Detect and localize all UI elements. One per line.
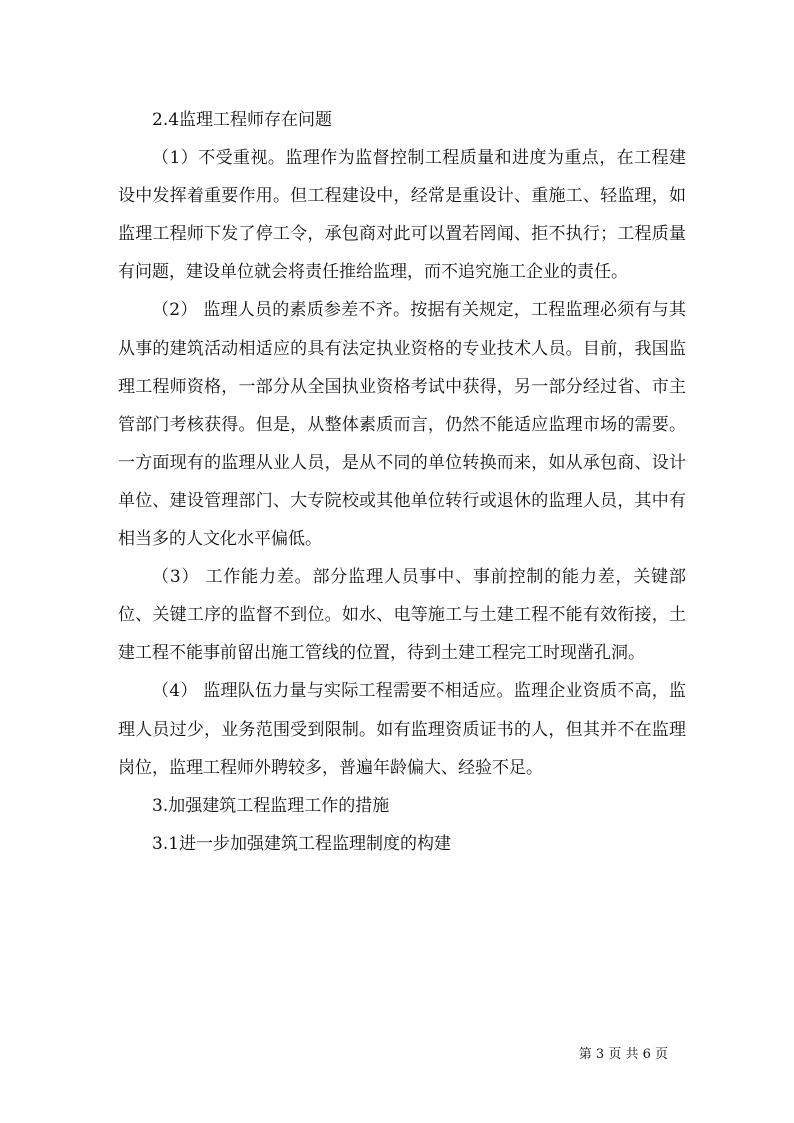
paragraph-3: （3） 工作能力差。部分监理人员事中、事前控制的能力差，关键部位、关键工序的监督不到位。如水、电等施工与土建工程不能有效衔接，土建工程不能事前留出施工管线的位置，待到土建工程完工时现凿孔洞。 bbox=[118, 567, 686, 664]
section-heading-3: 3.加强建筑工程监理工作的措施 bbox=[152, 795, 390, 816]
page-footer: 第 3 页 共 6 页 bbox=[578, 1047, 668, 1062]
paragraph-1: （1）不受重视。监理作为监督控制工程质量和进度为重点，在工程建设中发挥着重要作用。但工程建设中，经常是重设计、重施工、轻监理，如监理工程师下发了停工令，承包商对此可以置若罔闻、拒不执行；工程质量有问题，建设单位就会将责任推给监理，而不追究施工企业的责任。 bbox=[118, 148, 686, 283]
paragraph-4: （4） 监理队伍力量与实际工程需要不相适应。监理企业资质不高，监理人员过少，业务范围受到限制。如有监理资质证书的人，但其并不在监理岗位，监理工程师外聘较多，普遍年龄偏大、经验不足。 bbox=[118, 681, 686, 778]
body-text bbox=[118, 101, 686, 863]
section-heading-3-1: 3.1进一步加强建筑工程监理制度的构建 bbox=[152, 833, 452, 854]
section-heading-2-4: 2.4监理工程师存在问题 bbox=[152, 110, 333, 130]
paragraph-2: （2） 监理人员的素质参差不齐。按据有关规定，工程监理必须有与其从事的建筑活动相适应的具有法定执业资格的专业技术人员。目前，我国监理工程师资格，一部分从全国执业资格考试中获得，另一部分经过省、市主管部门考核获得。但是，从整体素质而言，仍然不能适应监理市场的需要。一方面现有的监理从业人员，是从不同的单位转换而来，如从承包商、设计单位、建设管理部门、大专院校或其他单位转行或退休的监理人员，其中有相当多的人文化水平偏低。 bbox=[118, 300, 686, 550]
